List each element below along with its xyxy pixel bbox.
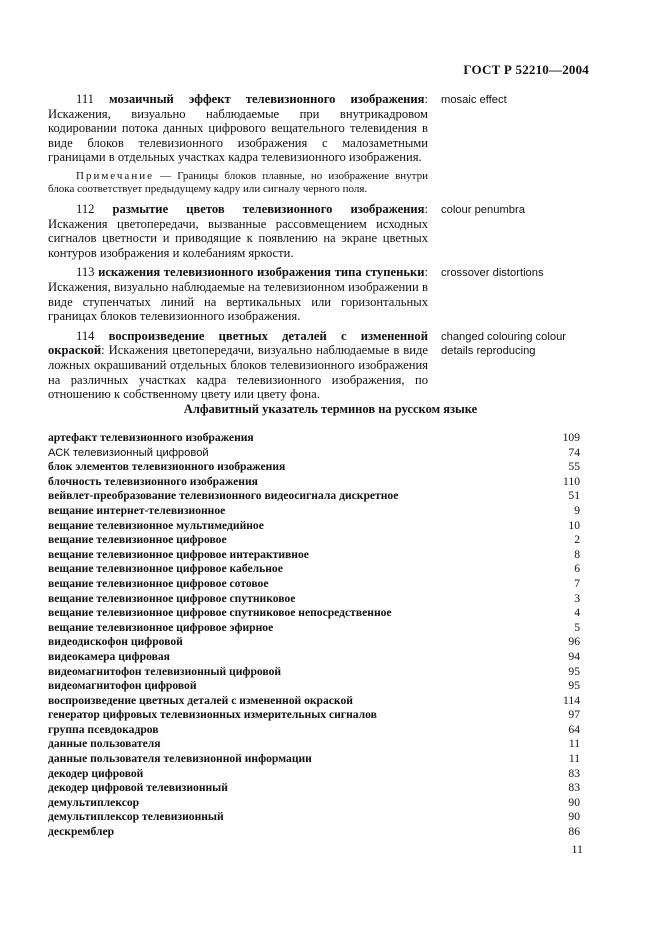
index-row bbox=[48, 504, 580, 519]
index-term: декодер цифровой телевизионный bbox=[48, 781, 228, 795]
index-page: 51 bbox=[568, 489, 580, 503]
entry-note bbox=[48, 170, 428, 196]
index-row bbox=[48, 635, 580, 650]
alphabetical-index bbox=[48, 431, 580, 840]
entry-number: 111 bbox=[76, 92, 94, 106]
entry-text bbox=[48, 202, 428, 260]
index-row bbox=[48, 489, 580, 504]
index-row bbox=[48, 519, 580, 534]
index-page: 11 bbox=[568, 737, 580, 751]
index-term: вейвлет-преобразование телевизионного видеосигнала дискретное bbox=[48, 489, 399, 503]
index-term: вещание телевизионное цифровое интерактивное bbox=[48, 547, 309, 561]
entry-term: искажения телевизионного изображения типа ступеньки bbox=[98, 265, 425, 280]
entry-text bbox=[48, 329, 428, 402]
index-row bbox=[48, 810, 580, 825]
index-row bbox=[48, 562, 580, 577]
index-row bbox=[48, 665, 580, 680]
index-row bbox=[48, 694, 580, 709]
index-title: Алфавитный указатель терминов на русском языке bbox=[183, 402, 478, 416]
index-term: видеокамера цифровая bbox=[48, 649, 170, 663]
entry-english: colour penumbra bbox=[441, 203, 525, 216]
index-term: демультиплексор телевизионный bbox=[48, 810, 224, 824]
index-term: видеодискофон цифровой bbox=[48, 635, 183, 649]
entry-definition: : Искажения, визуально наблюдаемые при внутрикадровом кодировании потока данных цифрового вещательного телевидения в виде блоков телевизионного изображения с малозаметными границами в отдельных участках кадра телевизионного изображения. bbox=[48, 92, 428, 165]
index-row bbox=[48, 796, 580, 811]
document-header: ГОСТ Р 52210—2004 bbox=[463, 62, 589, 77]
index-row bbox=[48, 723, 580, 738]
entry-113 bbox=[48, 265, 593, 323]
entry-number: 113 bbox=[76, 265, 95, 280]
index-page: 7 bbox=[574, 576, 580, 590]
index-page: 64 bbox=[568, 722, 580, 736]
index-page: 90 bbox=[568, 810, 580, 824]
entry-english: mosaic effect bbox=[441, 94, 507, 106]
note-label: Примечание bbox=[76, 169, 154, 182]
index-term: видеомагнитофон телевизионный цифровой bbox=[48, 664, 282, 678]
index-term: вещание телевизионное цифровое кабельное bbox=[48, 562, 283, 576]
index-row bbox=[48, 460, 580, 475]
entry-number: 112 bbox=[76, 201, 95, 216]
index-row bbox=[48, 592, 580, 607]
entry-english: changed colouring colour details reproducing bbox=[441, 330, 567, 357]
index-page: 96 bbox=[568, 635, 580, 649]
index-page: 74 bbox=[568, 445, 580, 459]
index-row bbox=[48, 577, 580, 592]
index-row bbox=[48, 533, 580, 548]
index-row bbox=[48, 446, 580, 461]
entry-definition: : Искажения цветопередачи, вызванные рассовмещением исходных сигналов цветности и приводящие к появлению на экране цветных контуров изображения и колебаниям яркости. bbox=[48, 201, 428, 260]
index-term: демультиплексор bbox=[48, 795, 140, 809]
entry-112 bbox=[48, 202, 593, 260]
index-term: вещание интернет-телевизионное bbox=[48, 503, 226, 517]
index-term: данные пользователя bbox=[48, 737, 161, 751]
index-row bbox=[48, 767, 580, 782]
index-page: 97 bbox=[568, 708, 580, 722]
index-page: 6 bbox=[574, 562, 580, 576]
index-term: группа псевдокадров bbox=[48, 722, 159, 736]
index-term: вещание телевизионное цифровое спутниковое непосредственное bbox=[48, 606, 392, 620]
index-term: декодер цифровой bbox=[48, 766, 144, 780]
term-entries bbox=[48, 92, 593, 407]
index-page: 8 bbox=[574, 547, 580, 561]
entry-english: crossover distortions bbox=[441, 267, 544, 280]
index-row bbox=[48, 752, 580, 767]
index-page: 95 bbox=[568, 664, 580, 678]
index-page: 94 bbox=[568, 649, 580, 663]
index-page: 110 bbox=[563, 474, 580, 488]
entry-term: мозаичный эффект телевизионного изображения bbox=[109, 92, 425, 106]
index-page: 2 bbox=[574, 533, 580, 547]
index-row bbox=[48, 737, 580, 752]
index-row bbox=[48, 781, 580, 796]
index-page: 9 bbox=[574, 503, 580, 517]
index-term: АСК телевизионный цифровой bbox=[48, 446, 209, 459]
index-term: вещание телевизионное цифровое сотовое bbox=[48, 576, 269, 590]
index-term: вещание телевизионное мультимедийное bbox=[48, 518, 264, 532]
index-page: 95 bbox=[568, 679, 580, 693]
index-term: блочность телевизионного изображения bbox=[48, 474, 258, 488]
note-text: — Границы блоков плавные, но изображение внутри блока соответствует предыдущему кадру или сигналу черного поля. bbox=[48, 169, 428, 195]
entry-number: 114 bbox=[76, 328, 95, 343]
index-page: 109 bbox=[562, 431, 580, 444]
index-page: 83 bbox=[568, 766, 580, 780]
index-term: видеомагнитофон цифровой bbox=[48, 679, 197, 693]
index-page: 83 bbox=[568, 781, 580, 795]
index-term: дескремблер bbox=[48, 825, 115, 839]
entry-text bbox=[48, 92, 428, 165]
index-row bbox=[48, 708, 580, 723]
index-row bbox=[48, 606, 580, 621]
entry-text bbox=[48, 265, 428, 323]
index-page: 3 bbox=[574, 591, 580, 605]
entry-114 bbox=[48, 329, 593, 402]
index-row bbox=[48, 679, 580, 694]
index-page: 114 bbox=[563, 693, 580, 707]
index-page: 55 bbox=[568, 460, 580, 474]
index-row bbox=[48, 825, 580, 840]
index-page: 4 bbox=[574, 606, 580, 620]
index-term: генератор цифровых телевизионных измерительных сигналов bbox=[48, 708, 377, 722]
entry-term: размытие цветов телевизионного изображения bbox=[112, 201, 425, 216]
index-term: данные пользователя телевизионной информации bbox=[48, 752, 312, 766]
entry-term: воспроизведение цветных деталей с измененной окраской bbox=[48, 328, 428, 358]
index-row bbox=[48, 650, 580, 665]
index-page: 11 bbox=[568, 752, 580, 766]
index-term: артефакт телевизионного изображения bbox=[48, 431, 254, 444]
index-row bbox=[48, 621, 580, 636]
index-term: вещание телевизионное цифровое спутниковое bbox=[48, 591, 296, 605]
entry-definition: : Искажения цветопередачи, визуально наблюдаемые в виде ложных окрашиваний отдельных блоков телевизионного изображения на различных участках кадра телевизионного изображения, по отношению к собственному цвету или цвету фона. bbox=[48, 343, 428, 402]
index-term: вещание телевизионное цифровое эфирное bbox=[48, 620, 274, 634]
index-page: 86 bbox=[568, 825, 580, 839]
index-row bbox=[48, 431, 580, 446]
index-row bbox=[48, 475, 580, 490]
page-number: 11 bbox=[571, 842, 583, 856]
entry-definition: : Искажения, визуально наблюдаемые на телевизионном изображении в виде ступенчатых линий на вертикальных или горизонтальных границах блоков телевизионного изображения. bbox=[48, 265, 428, 324]
index-row bbox=[48, 548, 580, 563]
index-page: 90 bbox=[568, 795, 580, 809]
index-page: 10 bbox=[568, 518, 580, 532]
index-term: вещание телевизионное цифровое bbox=[48, 533, 227, 547]
entry-111 bbox=[48, 92, 593, 165]
index-term: воспроизведение цветных деталей с измененной окраской bbox=[48, 693, 353, 707]
index-page: 5 bbox=[574, 620, 580, 634]
index-term: блок элементов телевизионного изображения bbox=[48, 460, 286, 474]
